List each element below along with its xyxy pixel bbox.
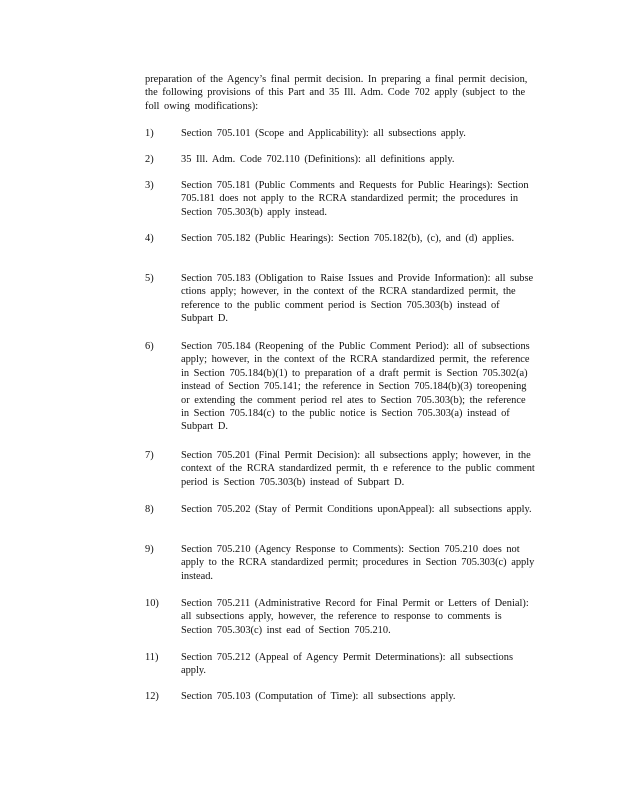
item-number: 1) (145, 128, 154, 139)
list-item-11 (145, 651, 540, 678)
item-text: Section 705.182 (Public Hearings): Section 705.182(b), (c), and (d) applies. (181, 233, 515, 244)
item-text: Section 705.202 (Stay of Permit Conditions uponAppeal): all subsections apply. (181, 504, 532, 515)
item-text: Section 705.201 (Final Permit Decision): all subsections apply; however, in the context of the RCRA standardized permit, th e reference to the public comment period is Section 705.303(b) instead of Subpart D. (181, 450, 535, 488)
intro-paragraph: preparation of the Agency’s final permit decision. In preparing a final permit decision, the following provisions of this Part and 35 Ill. Adm. Code 702 apply (subject to the foll owing modifications): (145, 74, 528, 112)
list-item-7 (145, 449, 540, 489)
item-text: Section 705.181 (Public Comments and Requests for Public Hearings): Section 705.181 does not apply to the RCRA standardized permit; the procedures in Section 705.303(b) apply instead. (181, 180, 529, 218)
item-text: Section 705.210 (Agency Response to Comments): Section 705.210 does not apply to the RCRA standardized permit; procedures in Section 705.303(c) apply instead. (181, 544, 535, 582)
item-number: 12) (145, 691, 159, 702)
item-text: Section 705.183 (Obligation to Raise Issues and Provide Information): all subse ctions apply; however, in the context of the RCRA standardized permit, the reference to the public comment period is Section 705.303(b) instead of Subpart D. (181, 273, 534, 325)
item-number: 8) (145, 504, 154, 515)
item-number: 5) (145, 273, 154, 284)
item-number: 11) (145, 652, 159, 663)
list-item-12 (145, 690, 540, 703)
list-item-5 (145, 272, 540, 326)
item-text: Section 705.103 (Computation of Time): all subsections apply. (181, 691, 456, 702)
item-number: 7) (145, 450, 154, 461)
item-number: 3) (145, 180, 154, 191)
item-number: 6) (145, 341, 154, 352)
list-item-2 (145, 153, 540, 166)
item-text: Section 705.212 (Appeal of Agency Permit Determinations): all subsections apply. (181, 652, 513, 677)
list-item-8 (145, 503, 540, 516)
list-item-10 (145, 597, 540, 637)
item-number: 10) (145, 598, 159, 609)
list-item-6 (145, 340, 540, 434)
list-item-4 (145, 232, 540, 245)
list-item-9 (145, 543, 540, 583)
item-text: Section 705.211 (Administrative Record for Final Permit or Letters of Denial): all subsections apply, however, the reference to response to comments is Section 705.303(c) inst ead of Section 705.210. (181, 598, 529, 636)
item-number: 4) (145, 233, 154, 244)
item-number: 9) (145, 544, 154, 555)
list-item-1 (145, 127, 540, 140)
item-text: Section 705.101 (Scope and Applicability): all subsections apply. (181, 128, 466, 139)
item-number: 2) (145, 154, 154, 165)
list-item-3 (145, 179, 540, 219)
item-text: 35 Ill. Adm. Code 702.110 (Definitions): all definitions apply. (181, 154, 455, 165)
item-text: Section 705.184 (Reopening of the Public Comment Period): all of subsections apply; however, in the context of the RCRA standardized permit, the reference in Section 705.184(b)(1) to preparation of a draft permit is Section 705.302(a) instead of Section 705.141; the reference in Section 705.184(b)(3) toreopening or extending the comment period rel ates to Section 705.303(b); the reference in Section 705.184(c) to the public notice is Section 705.303(a) instead of Subpart D. (181, 341, 530, 433)
